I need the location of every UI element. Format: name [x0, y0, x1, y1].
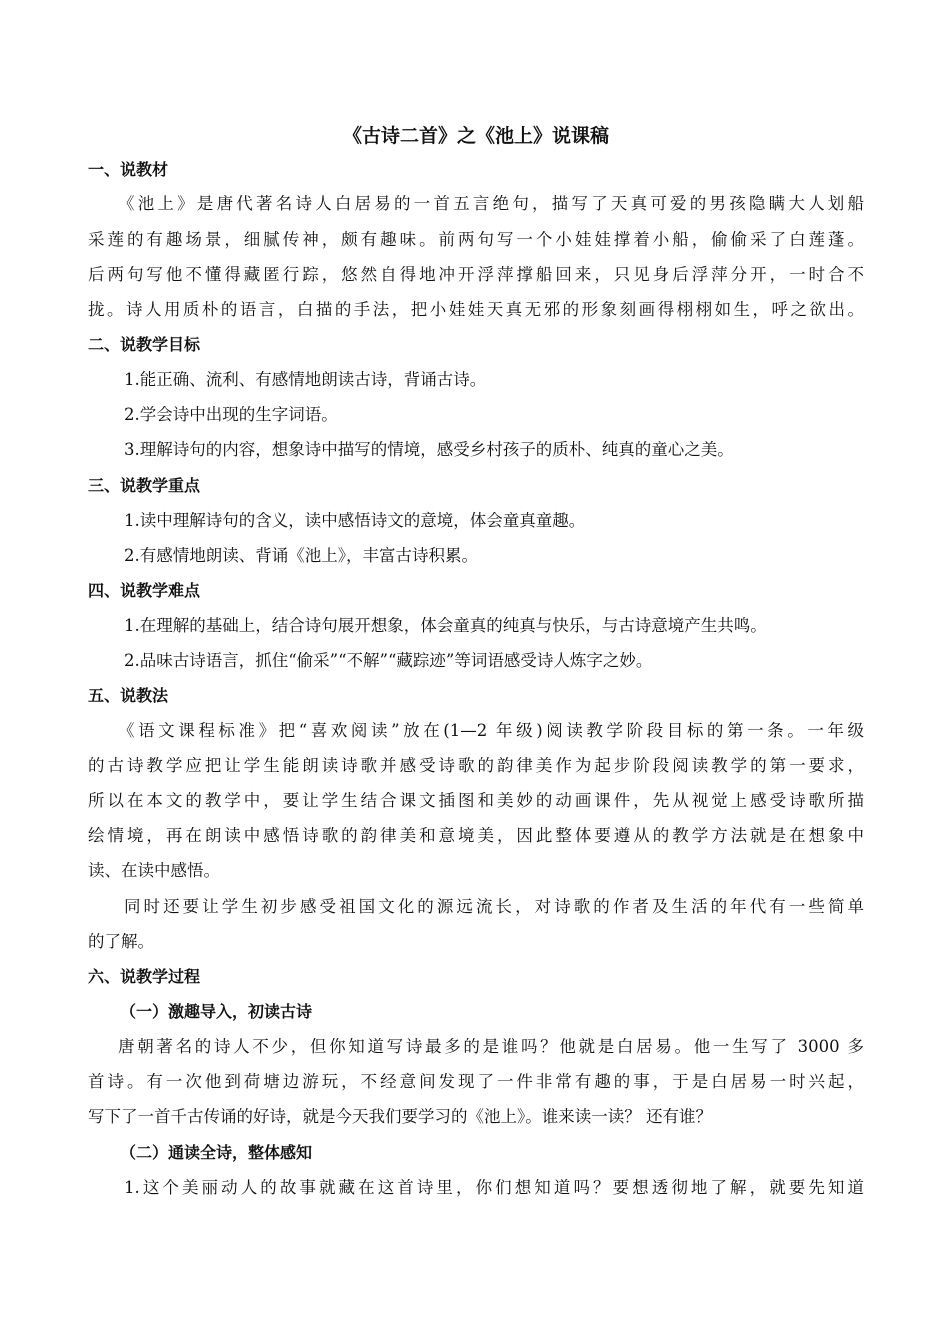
- list-item: 3.理解诗句的内容，想象诗中描写的情境，感受乡村孩子的质朴、纯真的童心之美。: [124, 440, 734, 459]
- paragraph-line: 《语文课程标准》把“喜欢阅读”放在(1—2 年级)阅读教学阶段目标的第一条。一年级: [118, 721, 864, 740]
- list-item: 2.学会诗中出现的生字词语。: [124, 405, 338, 424]
- page-title: 《古诗二首》之《池上》说课稿: [342, 125, 609, 147]
- paragraph-line: 所以在本文的教学中，要让学生结合课文插图和美妙的动画课件，先从视觉上感受诗歌所描: [88, 791, 864, 810]
- list-item: 1.读中理解诗句的含义，读中感悟诗文的意境，体会童真童趣。: [124, 511, 586, 530]
- list-item: 2.品味古诗语言，抓住“偷采”“不解”“藏踪迹”等词语感受诗人炼字之妙。: [124, 651, 653, 670]
- paragraph-line: 读、在读中感悟。: [88, 861, 220, 880]
- paragraph-line: 唐朝著名的诗人不少，但你知道写诗最多的是谁吗？他就是白居易。他一生写了 3000 多: [118, 1037, 864, 1056]
- paragraph-line: 采莲的有趣场景，细腻传神，颇有趣味。前两句写一个小娃娃撑着小船，偷偷采了白莲蓬。: [88, 230, 864, 249]
- paragraph-line: 写下了一首千古传诵的好诗，就是今天我们要学习的《池上》。谁来读一读？ 还有谁？: [88, 1107, 712, 1126]
- section-heading-3: 三、说教学重点: [88, 476, 201, 495]
- section-heading-4: 四、说教学难点: [88, 581, 201, 600]
- section-heading-6: 六、说教学过程: [88, 967, 201, 986]
- paragraph-line: 拢。诗人用质朴的语言，白描的手法，把小娃娃天真无邪的形象刻画得栩栩如生，呼之欲出。: [88, 300, 864, 319]
- paragraph-line: 后两句写他不懂得藏匿行踪，悠然自得地冲开浮萍撑船回来，只见身后浮萍分开，一时合不: [88, 265, 864, 284]
- paragraph-line: 1.这个美丽动人的故事就藏在这首诗里，你们想知道吗？要想透彻地了解，就要先知道: [124, 1178, 864, 1197]
- list-item: 2.有感情地朗读、背诵《池上》，丰富古诗积累。: [124, 546, 478, 565]
- paragraph-line: 首诗。有一次他到荷塘边游玩，不经意间发现了一件非常有趣的事，于是白居易一时兴起，: [88, 1072, 864, 1091]
- subsection-heading-1: （一）激趣导入，初读古诗: [120, 1002, 313, 1021]
- paragraph-line: 的了解。: [88, 932, 154, 951]
- section-heading-2: 二、说教学目标: [88, 335, 201, 354]
- paragraph-line: 《池上》是唐代著名诗人白居易的一首五言绝句，描写了天真可爱的男孩隐瞒大人划船: [118, 194, 864, 213]
- paragraph-line: 的古诗教学应把让学生能朗读诗歌并感受诗歌的韵律美作为起步阶段阅读教学的第一要求，: [88, 756, 864, 775]
- section-heading-1: 一、说教材: [88, 160, 169, 179]
- section-heading-5: 五、说教法: [88, 686, 169, 705]
- paragraph-line: 绘情境，再在朗读中感悟诗歌的韵律美和意境美，因此整体要遵从的教学方法就是在想象中: [88, 826, 864, 845]
- list-item: 1.在理解的基础上，结合诗句展开想象，体会童真的纯真与快乐，与古诗意境产生共鸣。: [124, 616, 767, 635]
- subsection-heading-2: （二）通读全诗，整体感知: [120, 1143, 313, 1162]
- paragraph-line: 同时还要让学生初步感受祖国文化的源远流长，对诗歌的作者及生活的年代有一些简单: [124, 897, 864, 916]
- list-item: 1.能正确、流利、有感情地朗读古诗，背诵古诗。: [124, 370, 487, 389]
